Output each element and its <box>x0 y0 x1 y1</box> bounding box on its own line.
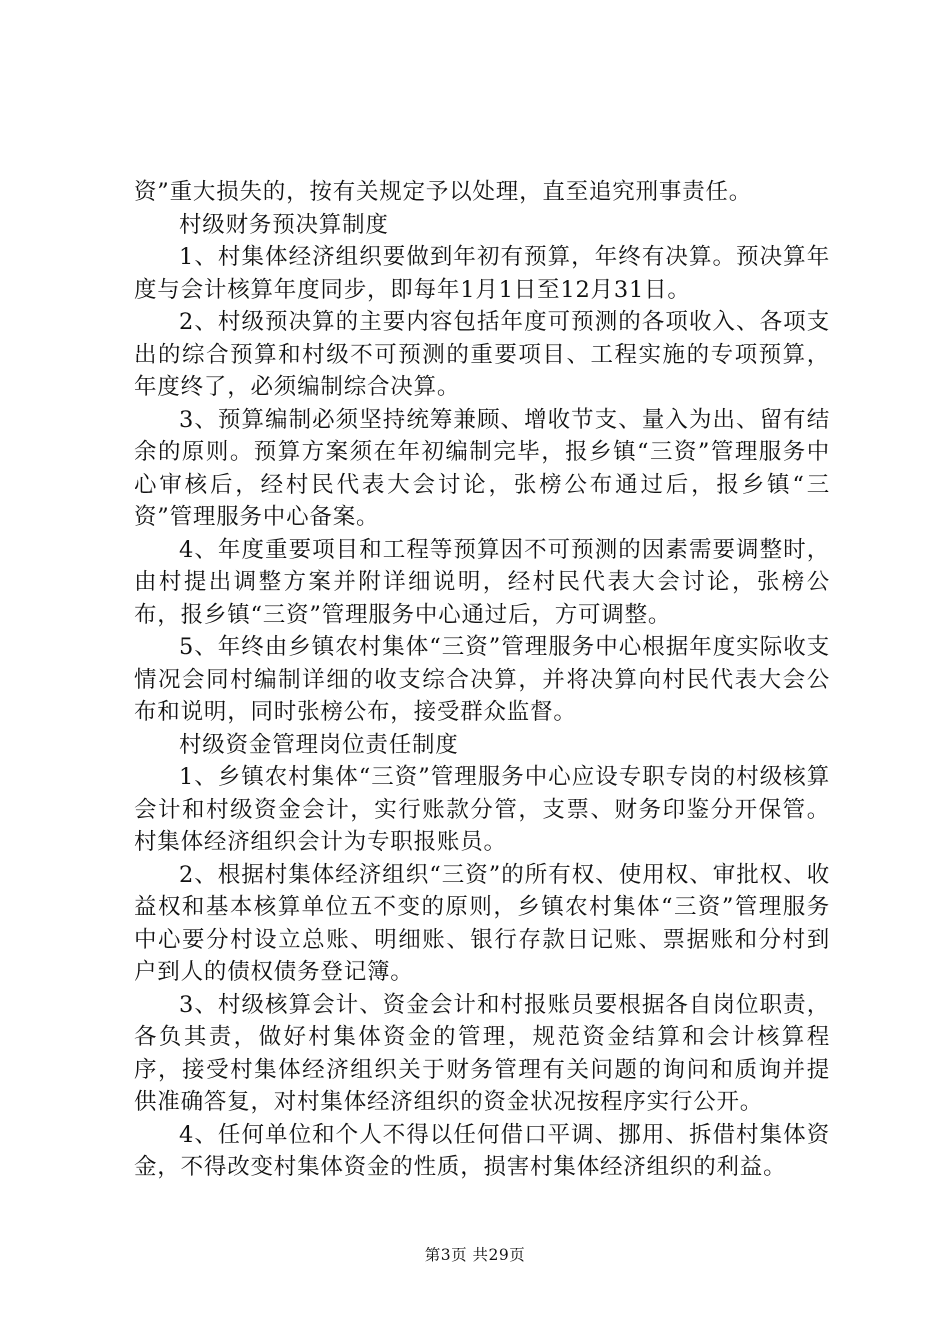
paragraph: 2、村级预决算的主要内容包括年度可预测的各项收入、各项支出的综合预算和村级不可预测的重要项目、工程实施的专项预算，年度终了，必须编制综合决算。 <box>134 309 830 400</box>
paragraph: 5、年终由乡镇农村集体“三资”管理服务中心根据年度实际收支情况会同村编制详细的收支综合决算，并将决算向村民代表大会公布和说明，同时张榜公布，接受群众监督。 <box>134 634 830 725</box>
paragraph: 3、预算编制必须坚持统筹兼顾、增收节支、量入为出、留有结余的原则。预算方案须在年初编制完毕，报乡镇“三资”管理服务中心审核后，经村民代表大会讨论，张榜公布通过后，报乡镇“三资”管理服务中心备案。 <box>134 406 830 530</box>
paragraph: 1、乡镇农村集体“三资”管理服务中心应设专职专岗的村级核算会计和村级资金会计，实行账款分管，支票、财务印鉴分开保管。村集体经济组织会计为专职报账员。 <box>134 764 830 855</box>
paragraph: 4、任何单位和个人不得以任何借口平调、挪用、拆借村集体资金，不得改变村集体资金的性质，损害村集体经济组织的利益。 <box>134 1121 830 1180</box>
document-body <box>134 176 830 1184</box>
section-heading: 村级财务预决算制度 <box>179 211 389 238</box>
paragraph: 2、根据村集体经济组织“三资”的所有权、使用权、审批权、收益权和基本核算单位五不变的原则，乡镇农村集体“三资”管理服务中心要分村设立总账、明细账、银行存款日记账、票据账和分村到户到人的债权债务登记簿。 <box>134 861 830 985</box>
paragraph: 4、年度重要项目和工程等预算因不可预测的因素需要调整时，由村提出调整方案并附详细说明，经村民代表大会讨论，张榜公布，报乡镇“三资”管理服务中心通过后，方可调整。 <box>134 536 830 628</box>
paragraph: 1、村集体经济组织要做到年初有预算，年终有决算。预决算年度与会计核算年度同步，即每年1月1日至12月31日。 <box>134 244 830 303</box>
paragraph: 资”重大损失的，按有关规定予以处理，直至追究刑事责任。 <box>134 179 753 205</box>
section-heading: 村级资金管理岗位责任制度 <box>179 731 459 758</box>
page-number-footer: 第3页 共29页 <box>424 1246 526 1264</box>
paragraph: 3、村级核算会计、资金会计和村报账员要根据各自岗位职责，各负其责，做好村集体资金的管理，规范资金结算和会计核算程序，接受村集体经济组织关于财务管理有关问题的询问和质询并提供准确答复，对村集体经济组织的资金状况按程序实行公开。 <box>134 991 830 1115</box>
